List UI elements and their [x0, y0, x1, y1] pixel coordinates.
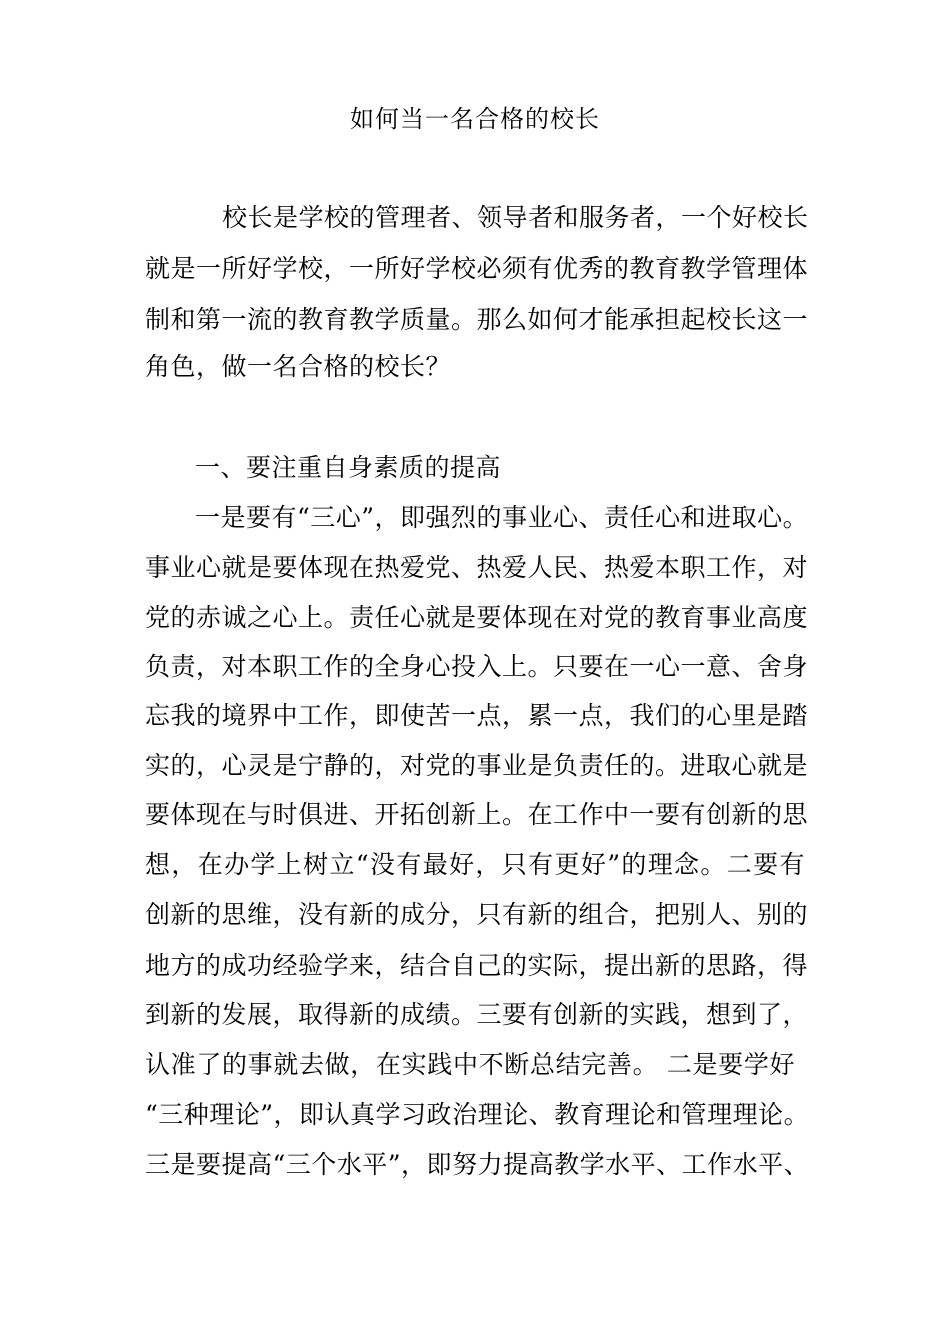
intro-line: 就是一所好学校，一所好学校必须有优秀的教育教学管理体	[145, 254, 809, 283]
body-line: 想，在办学上树立“没有最好，只有更好”的理念。二要有	[145, 850, 805, 879]
body-line: 三是要提高“三个水平”，即努力提高教学水平、工作水平、	[145, 1150, 810, 1179]
section-heading: 一、要注重自身素质的提高	[195, 453, 502, 482]
body-line: 要体现在与时俱进、开拓创新上。在工作中一要有创新的思	[145, 800, 809, 829]
body-line: 负责，对本职工作的全身心投入上。只要在一心一意、舍身	[145, 652, 809, 681]
body-line: 地方的成功经验学来，结合自己的实际，提出新的思路，得	[145, 951, 809, 980]
document-title: 如何当一名合格的校长	[350, 105, 600, 133]
body-line: 创新的思维，没有新的成分，只有新的组合，把别人、别的	[145, 900, 809, 929]
body-line: 实的，心灵是宁静的，对党的事业是负责任的。进取心就是	[145, 751, 809, 780]
intro-line: 校长是学校的管理者、领导者和服务者，一个好校长	[222, 203, 809, 232]
body-line: 到新的发展，取得新的成绩。三要有创新的实践，想到了，	[145, 1000, 809, 1029]
body-line: 党的赤诚之心上。责任心就是要体现在对党的教育事业高度	[145, 603, 809, 632]
body-line: 忘我的境界中工作，即使苦一点，累一点，我们的心里是踏	[145, 701, 809, 730]
intro-line: 制和第一流的教育教学质量。那么如何才能承担起校长这一	[145, 305, 809, 334]
body-line: 事业心就是要体现在热爱党、热爱人民、热爱本职工作，对	[145, 553, 809, 582]
body-line: 认准了的事就去做，在实践中不断总结完善。 二是要学好	[145, 1050, 795, 1079]
body-line: 一是要有“三心”，即强烈的事业心、责任心和进取心。	[195, 503, 809, 532]
intro-line: 角色，做一名合格的校长？	[145, 352, 452, 381]
body-line: “三种理论”，即认真学习政治理论、教育理论和管理理论。	[145, 1100, 810, 1129]
